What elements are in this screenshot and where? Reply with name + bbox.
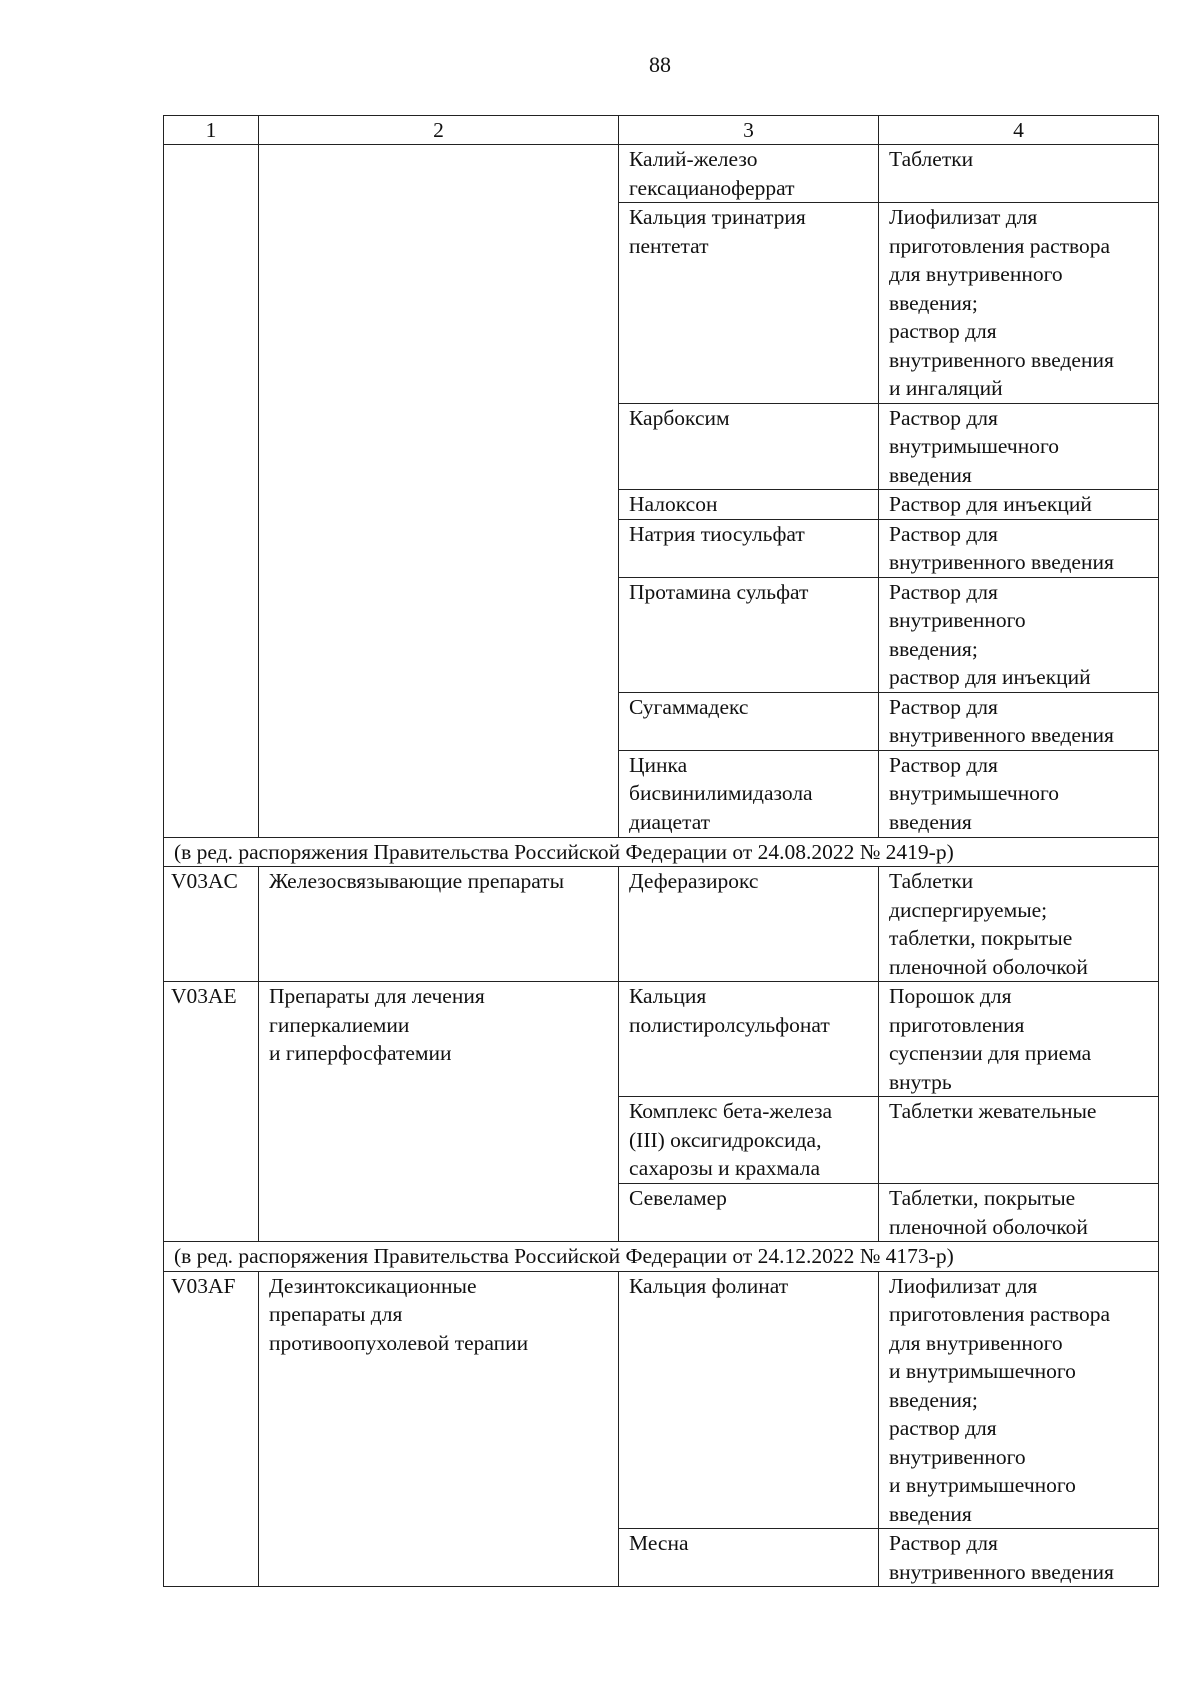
drug-name-cell-line: пентетат [629, 233, 709, 258]
amendment-note: (в ред. распоряжения Правительства Российской Федерации от 24.08.2022 № 2419-р) [164, 837, 1159, 867]
drug-name-cell-line: Сугаммадекс [629, 694, 749, 719]
table-row [164, 982, 1159, 1097]
dosage-form-cell [879, 750, 1159, 837]
atc-code-cell [164, 145, 259, 838]
dosage-form-cell-line: введения; [889, 1387, 978, 1412]
drug-table [163, 115, 1159, 1587]
dosage-form-cell-line: введения [889, 462, 972, 487]
dosage-form-cell-line: для внутривенного [889, 1330, 1063, 1355]
drug-name-cell [619, 1271, 879, 1529]
column-header-2: 2 [259, 116, 619, 145]
dosage-form-cell-line: Лиофилизат для [889, 1273, 1038, 1298]
group-name-cell [259, 982, 619, 1242]
drug-name-cell [619, 750, 879, 837]
drug-name-cell-line: гексацианоферрат [629, 175, 795, 200]
dosage-form-cell-line: введения [889, 1501, 972, 1526]
dosage-form-cell-line: приготовления раствора [889, 233, 1111, 258]
amendment-note-row [164, 1242, 1159, 1272]
group-name-cell-line: и гиперфосфатемии [269, 1041, 452, 1065]
drug-name-cell-line: Налоксон [629, 492, 718, 516]
atc-code-cell: V03AE [164, 982, 259, 1242]
drug-name-cell-line: Калий-железо [629, 147, 758, 171]
column-header-1: 1 [164, 116, 259, 145]
dosage-form-cell-line: внутривенного введения [889, 347, 1114, 372]
dosage-form-cell-line: введения; [889, 290, 978, 315]
dosage-form-cell [879, 1529, 1159, 1587]
column-header-3: 3 [619, 116, 879, 145]
group-name-cell-line: противоопухолевой терапии [269, 1330, 529, 1355]
dosage-form-cell [879, 1271, 1159, 1529]
dosage-form-cell [879, 519, 1159, 577]
dosage-form-cell-line: пленочной оболочкой [889, 1214, 1088, 1239]
drug-name-cell [619, 867, 879, 982]
dosage-form-cell-line: раствор для [889, 1416, 997, 1440]
dosage-form-cell-line: введения [889, 809, 972, 834]
dosage-form-cell-line: Таблетки [889, 147, 974, 171]
drug-name-cell-line: диацетат [629, 809, 711, 834]
dosage-form-cell [879, 1184, 1159, 1242]
dosage-form-cell-line: Таблетки, покрытые [889, 1186, 1076, 1210]
drug-name-cell-line: Натрия тиосульфат [629, 521, 805, 546]
drug-name-cell [619, 982, 879, 1097]
dosage-form-cell-line: введения; [889, 636, 978, 661]
dosage-form-cell-line: Таблетки [889, 869, 974, 893]
dosage-form-cell-line: Порошок для [889, 984, 1012, 1008]
drug-name-cell-line: Севеламер [629, 1186, 727, 1210]
dosage-form-cell-line: Раствор для [889, 752, 998, 777]
dosage-form-cell-line: внутривенного [889, 1444, 1026, 1469]
dosage-form-cell-line: внутривенного введения [889, 550, 1114, 574]
dosage-form-cell [879, 403, 1159, 490]
dosage-form-cell [879, 1097, 1159, 1184]
group-name-cell-line: гиперкалиемии [269, 1012, 410, 1037]
drug-name-cell [619, 519, 879, 577]
dosage-form-cell-line: внутримышечного [889, 781, 1060, 805]
drug-name-cell-line: Кальция [629, 984, 707, 1008]
drug-name-cell-line: Кальция тринатрия [629, 205, 806, 229]
dosage-form-cell-line: внутривенного [889, 608, 1026, 632]
atc-code-cell: V03AF [164, 1271, 259, 1587]
dosage-form-cell [879, 145, 1159, 203]
drug-name-cell-line: Карбоксим [629, 405, 730, 430]
drug-name-cell [619, 403, 879, 490]
dosage-form-cell-line: для внутривенного [889, 262, 1063, 286]
dosage-form-cell-line: Раствор для [889, 405, 998, 430]
dosage-form-cell-line: суспензии для приема [889, 1041, 1092, 1065]
drug-name-cell-line: (III) оксигидроксида, [629, 1127, 822, 1152]
dosage-form-cell-line: раствор для [889, 319, 997, 343]
group-name-cell [259, 867, 619, 982]
group-name-cell-line: Дезинтоксикационные [269, 1273, 477, 1298]
dosage-form-cell-line: приготовления раствора [889, 1302, 1111, 1326]
group-name-cell-line: Железосвязывающие препараты [269, 869, 565, 893]
dosage-form-cell [879, 692, 1159, 750]
page-number: 88 [649, 52, 671, 77]
dosage-form-cell-line: диспергируемые; [889, 897, 1048, 922]
drug-name-cell-line: Кальция фолинат [629, 1273, 789, 1298]
table-row [164, 867, 1159, 982]
dosage-form-cell [879, 490, 1159, 520]
group-name-cell-line: препараты для [269, 1302, 403, 1326]
table-row [164, 145, 1159, 203]
atc-code-cell: V03AC [164, 867, 259, 982]
dosage-form-cell [879, 203, 1159, 404]
dosage-form-cell-line: приготовления [889, 1012, 1025, 1037]
group-name-cell-line: Препараты для лечения [269, 984, 485, 1008]
dosage-form-cell-line: Раствор для [889, 579, 998, 604]
dosage-form-cell-line: и внутримышечного [889, 1359, 1076, 1383]
column-header-4: 4 [879, 116, 1159, 145]
drug-name-cell-line: полистиролсульфонат [629, 1012, 830, 1037]
dosage-form-cell-line: внутривенного введения [889, 1559, 1114, 1584]
drug-name-cell [619, 145, 879, 203]
drug-name-cell [619, 1184, 879, 1242]
drug-name-cell-line: Протамина сульфат [629, 579, 809, 604]
drug-name-cell-line: сахарозы и крахмала [629, 1156, 821, 1180]
drug-name-cell [619, 490, 879, 520]
dosage-form-cell-line: таблетки, покрытые [889, 926, 1073, 950]
drug-name-cell-line: Деферазирокс [629, 869, 759, 893]
drug-name-cell-line: Комплекс бета-железа [629, 1099, 833, 1123]
header-row [164, 116, 1159, 145]
dosage-form-cell-line: раствор для инъекций [889, 665, 1091, 689]
drug-name-cell-line: Месна [629, 1531, 689, 1555]
group-name-cell [259, 1271, 619, 1587]
dosage-form-cell-line: Раствор для [889, 521, 998, 546]
dosage-form-cell-line: внутрь [889, 1069, 952, 1094]
group-name-cell [259, 145, 619, 838]
drug-name-cell-line: бисвинилимидазола [629, 781, 813, 805]
dosage-form-cell-line: Раствор для инъекций [889, 492, 1092, 516]
table-row [164, 1271, 1159, 1529]
dosage-form-cell-line: Лиофилизат для [889, 205, 1038, 229]
dosage-form-cell-line: внутривенного введения [889, 723, 1114, 747]
drug-name-cell [619, 203, 879, 404]
dosage-form-cell-line: внутримышечного [889, 434, 1060, 458]
dosage-form-cell-line: и внутримышечного [889, 1473, 1076, 1497]
drug-name-cell [619, 1097, 879, 1184]
amendment-note-row [164, 837, 1159, 867]
dosage-form-cell-line: пленочной оболочкой [889, 954, 1088, 979]
drug-name-cell [619, 1529, 879, 1587]
drug-name-cell [619, 577, 879, 692]
dosage-form-cell [879, 867, 1159, 982]
dosage-form-cell-line: и ингаляций [889, 376, 1003, 400]
dosage-form-cell-line: Таблетки жевательные [889, 1099, 1097, 1123]
drug-name-cell-line: Цинка [629, 752, 688, 777]
dosage-form-cell [879, 982, 1159, 1097]
dosage-form-cell-line: Раствор для [889, 1531, 998, 1555]
drug-name-cell [619, 692, 879, 750]
dosage-form-cell-line: Раствор для [889, 694, 998, 719]
dosage-form-cell [879, 577, 1159, 692]
amendment-note: (в ред. распоряжения Правительства Российской Федерации от 24.12.2022 № 4173-р) [164, 1242, 1159, 1272]
